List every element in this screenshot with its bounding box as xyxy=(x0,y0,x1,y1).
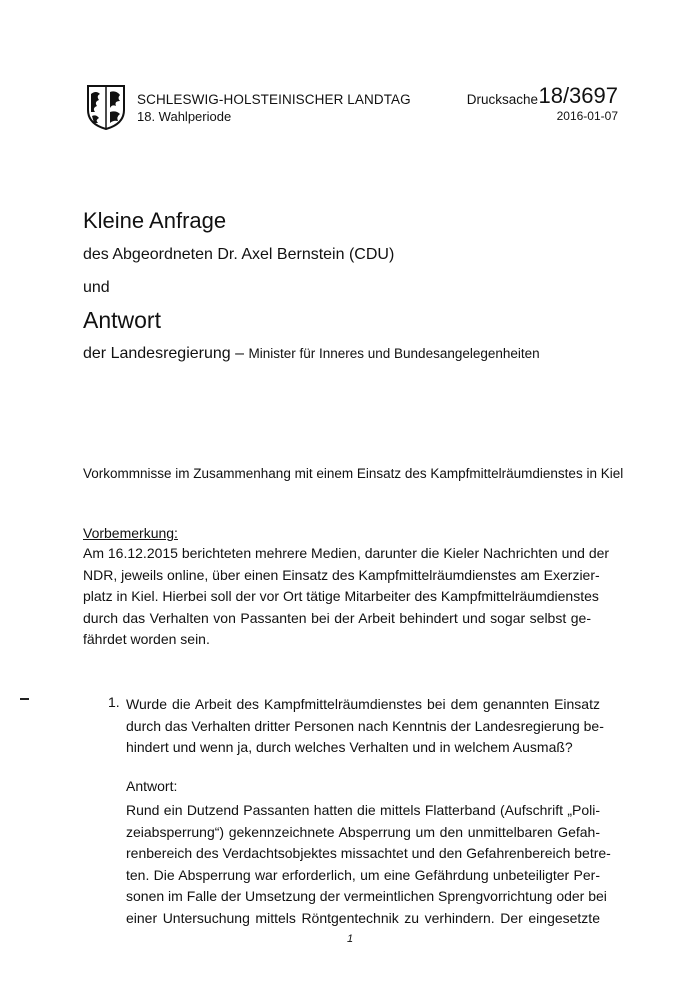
vorbemerkung-heading: Vorbemerkung: xyxy=(83,525,178,541)
vorbemerkung-line: Am 16.12.2015 berichteten mehrere Medien, darunter die Kieler Nachrichten und der xyxy=(83,545,610,561)
question-number: 1. xyxy=(108,694,120,710)
answer-line: Rund ein Dutzend Passanten hatten die mittels Flatterband (Aufschrift „Poli- xyxy=(126,802,600,818)
answer-line: zeiabsperrung“) gekennzeichnete Absperrung um den unmittelbaren Gefah- xyxy=(126,823,600,840)
question-line: Wurde die Arbeit des Kampfmittelräumdienstes bei dem genannten Einsatz xyxy=(126,696,600,712)
answer-line: sonen im Falle der Umsetzung der vermeintlichen Sprengvorrichtung oder bei xyxy=(126,888,607,905)
vorbemerkung-text xyxy=(83,543,610,651)
answer-line: ten. Die Absperrung war erforderlich, um eine Gefährdung unbeteiligter Per- xyxy=(126,866,600,883)
page-number: 1 xyxy=(346,933,354,945)
question-text xyxy=(126,694,604,759)
answer-text xyxy=(126,800,611,930)
vorbemerkung-line: platz in Kiel. Hierbei soll der vor Ort tätige Mitarbeiter des Kampfmittelräumdienstes xyxy=(83,588,599,605)
vorbemerkung-line: durch das Verhalten von Passanten bei der Arbeit behindert und sogar selbst ge- xyxy=(83,609,591,626)
answer-line: einer Untersuchung mittels Röntgentechnik zu verhindern. Der eingesetzte xyxy=(126,909,600,926)
document-date: 2016-01-07 xyxy=(556,109,618,123)
vorbemerkung-line: fährdet worden sein. xyxy=(83,631,210,648)
ministerium-label: Minister für Inneres und Bundesangelegenheiten xyxy=(248,346,540,361)
wahlperiode: 18. Wahlperiode xyxy=(137,109,232,124)
drucksache-label: Drucksache xyxy=(466,92,538,107)
landesregierung-line xyxy=(83,345,540,363)
margin-dash xyxy=(20,698,29,700)
subject-line: Vorkommnisse im Zusammenhang mit einem Einsatz des Kampfmittelräumdienstes in Kiel xyxy=(83,466,624,481)
coat-of-arms-icon xyxy=(86,84,126,130)
und-line: und xyxy=(83,279,110,296)
antwort-title: Antwort xyxy=(83,307,161,333)
kleine-anfrage-title: Kleine Anfrage xyxy=(83,208,227,233)
question-line: durch das Verhalten dritter Personen nach Kenntnis der Landesregierung be- xyxy=(126,717,604,734)
abgeordneter-line: des Abgeordneten Dr. Axel Bernstein (CDU) xyxy=(83,246,395,263)
institution-name: SCHLESWIG-HOLSTEINISCHER LANDTAG xyxy=(137,92,411,107)
landesregierung-label: der Landesregierung – xyxy=(83,345,245,362)
drucksache-number: 18/3697 xyxy=(538,83,618,108)
vorbemerkung-line: NDR, jeweils online, über einen Einsatz des Kampfmittelräumdienstes am Exerzier- xyxy=(83,566,600,583)
antwort-label: Antwort: xyxy=(126,778,178,794)
question-line: hindert und wenn ja, durch welches Verhalten und in welchem Ausmaß? xyxy=(126,739,573,756)
answer-line: renbereich des Verdachtsobjektes missachtet und den Gefahrenbereich betre- xyxy=(126,845,611,862)
